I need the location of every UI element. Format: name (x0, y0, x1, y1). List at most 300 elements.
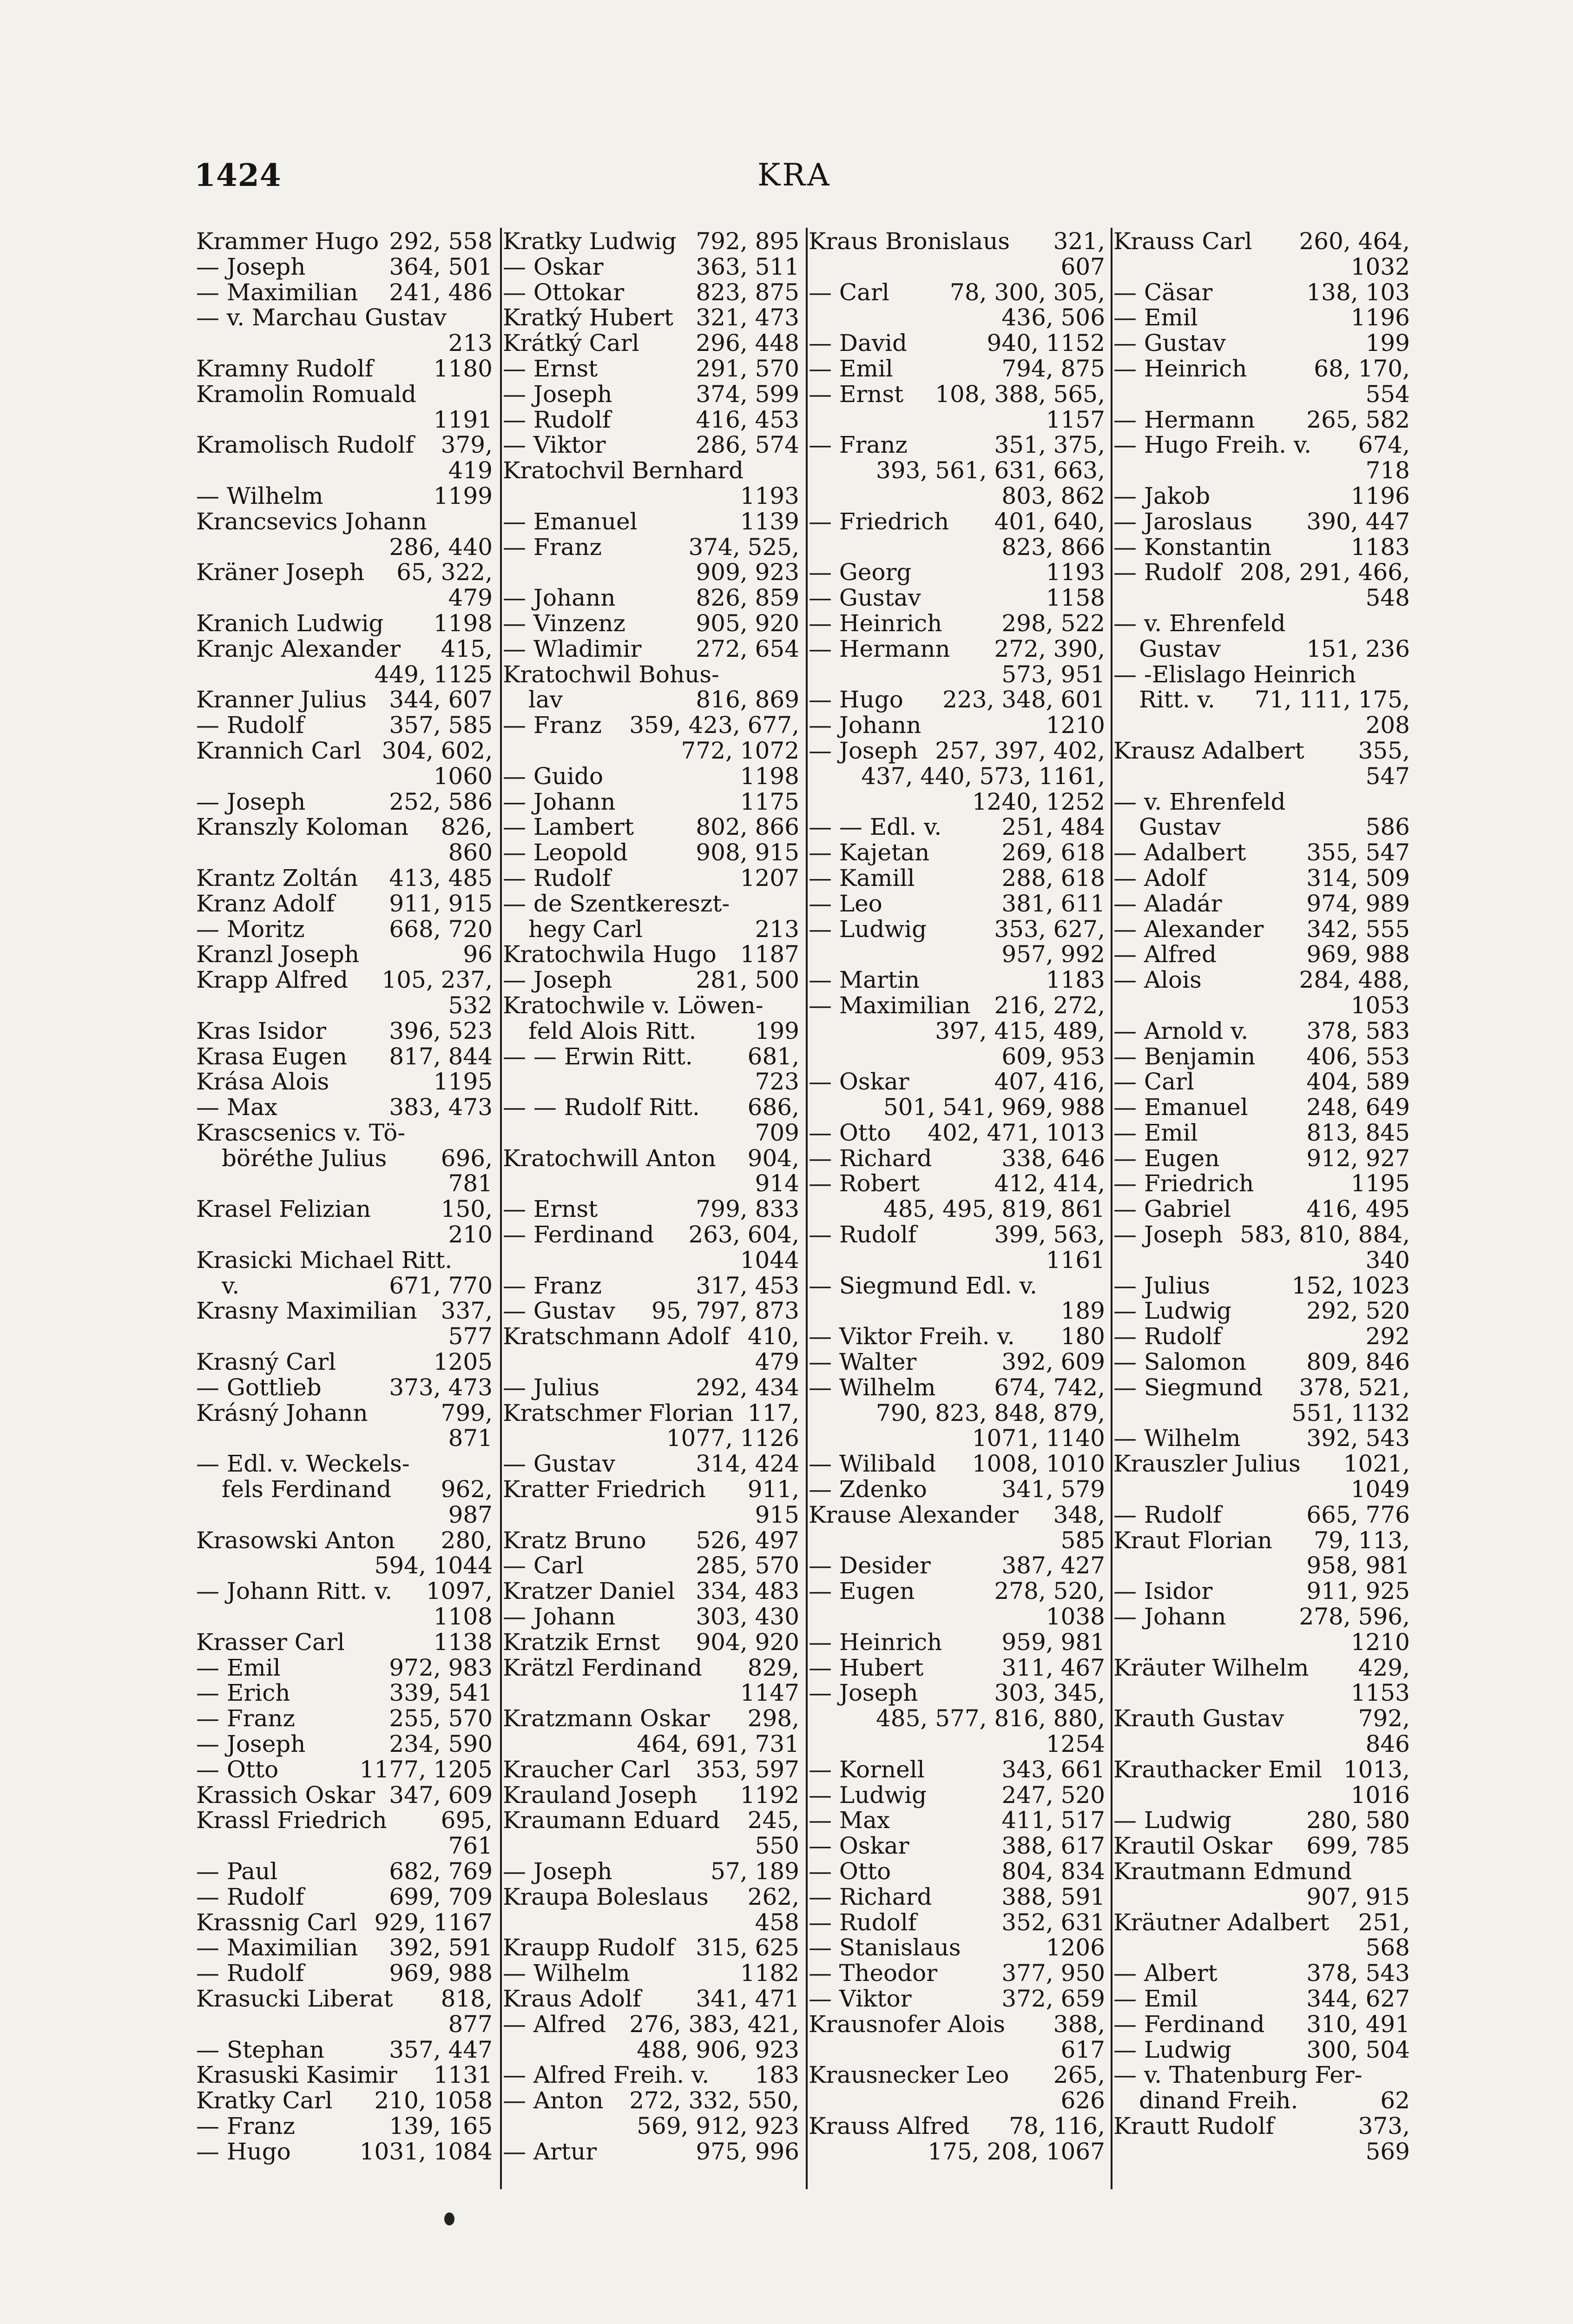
entry-page-refs: 551, 1132 (1291, 1399, 1410, 1426)
entry-name: — Ferdinand (503, 1221, 654, 1248)
index-entry (503, 330, 799, 356)
entry-page-refs: 1138 (433, 1628, 493, 1656)
entry-name: — Wilibald (809, 1450, 936, 1478)
entry-page-refs: 911, (747, 1476, 799, 1503)
entry-page-refs: 458 (755, 1908, 799, 1936)
entry-page-refs: 1108 (433, 1603, 493, 1631)
entry-page-refs: 781 (448, 1170, 493, 1197)
index-entry (1113, 1706, 1410, 1731)
index-entry (1113, 1961, 1410, 1986)
entry-page-refs: 585 (1060, 1526, 1105, 1554)
index-entry (503, 382, 799, 407)
index-entry (196, 382, 493, 407)
index-entry (1113, 1196, 1410, 1222)
entry-name: Kranner Julius (196, 686, 367, 713)
entry-page-refs: 317, 453 (696, 1272, 799, 1299)
entry-name: — Moritz (196, 915, 305, 943)
entry-name: Kratschmann Adolf (503, 1323, 730, 1350)
entry-page-refs: 406, 553 (1306, 1043, 1410, 1070)
entry-page-refs: 286, 574 (696, 431, 799, 459)
index-entry (196, 330, 493, 356)
index-entry (503, 407, 799, 433)
index-entry (196, 1706, 493, 1731)
entry-page-refs: 1077, 1126 (666, 1425, 799, 1452)
index-entry (503, 814, 799, 840)
entry-page-refs: 363, 511 (696, 253, 799, 280)
index-entry (503, 1655, 799, 1681)
entry-name: Kräutner Adalbert (1113, 1908, 1329, 1936)
index-column-3 (809, 229, 1105, 2165)
entry-page-refs: 208 (1365, 712, 1410, 739)
index-entry (1113, 967, 1410, 993)
entry-name: — Joseph (503, 966, 612, 994)
entry-page-refs: 823, 875 (696, 278, 799, 306)
entry-name: — Siegmund (1113, 1373, 1263, 1401)
entry-page-refs: 387, 427 (1001, 1552, 1105, 1579)
index-entry (503, 1375, 799, 1400)
entry-name: Krauss Alfred (809, 2112, 970, 2139)
entry-name: Krauszler Julius (1113, 1450, 1301, 1478)
entry-page-refs: 399, 563, (994, 1221, 1105, 1248)
entry-page-refs: 940, 1152 (987, 330, 1105, 357)
index-entry (503, 865, 799, 891)
entry-name: — Cäsar (1113, 278, 1213, 306)
entry-page-refs: 573, 951 (1001, 660, 1105, 688)
entry-name: Kräuter Wilhelm (1113, 1654, 1309, 1681)
entry-page-refs: 304, 602, (382, 737, 493, 764)
index-entry (809, 1349, 1105, 1375)
entry-page-refs: 413, 485 (389, 864, 493, 891)
entry-page-refs: 351, 375, (994, 431, 1105, 459)
entry-page-refs: 1158 (1046, 584, 1105, 612)
entry-page-refs: 292 (1365, 1323, 1410, 1350)
index-entry (196, 1400, 493, 1426)
entry-name: — Rudolf (1113, 1323, 1222, 1350)
index-entry (196, 1095, 493, 1120)
entry-page-refs: 388, (1053, 2010, 1105, 2038)
entry-name: — Franz (809, 431, 908, 459)
index-entry (196, 1731, 493, 1757)
index-entry (196, 1604, 493, 1630)
index-entry (196, 891, 493, 917)
index-entry (196, 2139, 493, 2165)
entry-page-refs: 276, 383, 421, (629, 2010, 799, 2038)
index-entry (196, 407, 493, 433)
index-entry (503, 1706, 799, 1731)
entry-page-refs: 1195 (1350, 1170, 1410, 1197)
entry-page-refs: 303, 430 (696, 1603, 799, 1631)
entry-name: — Otto (196, 1756, 279, 1783)
entry-page-refs: 1196 (1350, 482, 1410, 509)
index-entry (503, 1171, 799, 1196)
entry-page-refs: 210 (448, 1221, 493, 1248)
index-entry (196, 967, 493, 993)
entry-name: hegy Carl (528, 915, 643, 943)
entry-name: — Johann (503, 788, 616, 815)
index-entry (809, 967, 1105, 993)
entry-page-refs: 718 (1365, 457, 1410, 484)
entry-page-refs: 682, 769 (389, 1858, 493, 1885)
entry-page-refs: 1013, (1343, 1756, 1410, 1783)
index-entry (503, 2037, 799, 2063)
index-entry (503, 687, 799, 713)
entry-page-refs: 526, 497 (696, 1526, 799, 1554)
entry-page-refs: 957, 992 (1001, 941, 1105, 968)
entry-name: — Rudolf (503, 864, 611, 891)
entry-name: Krause Alexander (809, 1501, 1019, 1528)
entry-page-refs: 809, 846 (1306, 1348, 1410, 1376)
index-entry (196, 1680, 493, 1706)
index-entry (196, 2037, 493, 2063)
entry-page-refs: 665, 776 (1306, 1501, 1410, 1528)
index-entry (809, 738, 1105, 764)
entry-page-refs: 337, (441, 1297, 493, 1325)
entry-name: Krantz Zoltán (196, 864, 358, 891)
entry-page-refs: 291, 570 (696, 355, 799, 382)
index-entry (1113, 330, 1410, 356)
entry-page-refs: 57, 189 (711, 1858, 799, 1885)
entry-page-refs: 909, 923 (696, 559, 799, 586)
entry-page-refs: 355, 547 (1306, 839, 1410, 866)
index-entry (503, 1426, 799, 1451)
entry-page-refs: 199 (1365, 330, 1410, 357)
entry-page-refs: 1008, 1010 (972, 1450, 1105, 1478)
entry-name: — v. Ehrenfeld (1113, 788, 1286, 815)
entry-name: — Viktor Freih. v. (809, 1323, 1015, 1350)
entry-name: Kratzik Ernst (503, 1628, 660, 1656)
entry-page-refs: 1205 (433, 1348, 493, 1376)
entry-name: — Carl (809, 278, 889, 306)
entry-page-refs: 860 (448, 839, 493, 866)
index-entry (196, 1375, 493, 1400)
entry-name: Krammer Hugo (196, 228, 379, 255)
entry-name: Krautt Rudolf (1113, 2112, 1274, 2139)
index-entry (503, 1986, 799, 2012)
index-entry (1113, 1171, 1410, 1196)
index-entry (809, 1655, 1105, 1681)
index-entry (196, 560, 493, 585)
entry-page-refs: 674, 742, (994, 1373, 1105, 1401)
index-entry (1113, 1349, 1410, 1375)
entry-name: — Alfred Freih. v. (503, 2061, 710, 2089)
index-entry (1113, 1604, 1410, 1630)
entry-page-refs: 696, (441, 1144, 493, 1172)
index-entry (1113, 1044, 1410, 1070)
entry-page-refs: 1031, 1084 (359, 2138, 493, 2165)
entry-page-refs: 108, 388, 565, (935, 380, 1105, 408)
entry-page-refs: 208, 291, 466, (1240, 559, 1410, 586)
entry-name: Krapp Alfred (196, 966, 349, 994)
entry-name: — Konstantin (1113, 533, 1272, 561)
entry-name: — Artur (503, 2138, 597, 2165)
entry-page-refs: 338, 646 (1001, 1144, 1105, 1172)
index-entry (196, 1273, 493, 1299)
entry-page-refs: 1210 (1046, 712, 1105, 739)
index-entry (503, 1833, 799, 1859)
entry-name: — v. Ehrenfeld (1113, 609, 1286, 637)
index-entry (1113, 662, 1410, 687)
entry-name: — Emanuel (503, 508, 638, 535)
index-entry (809, 814, 1105, 840)
entry-name: — Maximilian (809, 991, 971, 1019)
index-entry (196, 865, 493, 891)
entry-name: — Walter (809, 1348, 917, 1376)
index-entry (1113, 1731, 1410, 1757)
entry-name: — Joseph (809, 737, 918, 764)
index-entry (809, 1375, 1105, 1400)
index-entry (196, 483, 493, 509)
index-entry (809, 636, 1105, 662)
entry-page-refs: 1182 (740, 1960, 799, 1987)
entry-page-refs: 761 (448, 1832, 493, 1860)
index-entry (196, 1757, 493, 1783)
entry-page-refs: 251, (1358, 1908, 1410, 1936)
entry-page-refs: 914 (755, 1170, 799, 1197)
entry-name: — de Szentkereszt- (503, 890, 730, 917)
entry-name: — Leopold (503, 839, 628, 866)
entry-name: — Ludwig (1113, 1297, 1232, 1325)
entry-page-refs: 437, 440, 573, 1161, (861, 762, 1105, 790)
entry-name: Krasucki Liberat (196, 1985, 393, 2012)
entry-name: — Oskar (809, 1068, 909, 1096)
index-entry (1113, 458, 1410, 483)
index-entry (1113, 840, 1410, 865)
entry-page-refs: 1196 (1350, 304, 1410, 331)
index-entry (809, 1731, 1105, 1757)
entry-page-refs: 817, 844 (389, 1043, 493, 1070)
index-entry (809, 356, 1105, 382)
index-entry (196, 1553, 493, 1578)
entry-page-refs: 709 (755, 1119, 799, 1146)
index-entry (503, 1680, 799, 1706)
entry-page-refs: 152, 1023 (1291, 1272, 1410, 1299)
entry-name: — Emil (809, 355, 893, 382)
entry-name: — Desider (809, 1552, 931, 1579)
entry-page-refs: 813, 845 (1306, 1119, 1410, 1146)
entry-name: — Hubert (809, 1654, 924, 1681)
index-entry (809, 2037, 1105, 2063)
entry-name: — Eugen (809, 1578, 915, 1605)
entry-name: Kramolin Romuald (196, 380, 416, 408)
entry-name: — Johann (503, 1603, 616, 1631)
index-entry (503, 917, 799, 942)
index-entry (503, 1757, 799, 1783)
entry-page-refs: 1193 (740, 482, 799, 509)
entry-name: lav (528, 686, 563, 713)
entry-page-refs: 1175 (740, 788, 799, 815)
running-head: KRA (757, 157, 831, 193)
entry-page-refs: 905, 920 (696, 609, 799, 637)
entry-name: — Ernst (503, 1195, 598, 1223)
entry-page-refs: 1147 (740, 1679, 799, 1707)
entry-page-refs: 554 (1365, 380, 1410, 408)
index-entry (809, 764, 1105, 789)
index-entry (503, 1553, 799, 1578)
entry-name: — Johann (503, 584, 616, 612)
entry-name: — Ludwig (1113, 2036, 1232, 2063)
entry-name: — Ottokar (503, 278, 625, 306)
index-entry (196, 1655, 493, 1681)
entry-page-refs: 569 (1365, 2138, 1410, 2165)
index-entry (196, 942, 493, 967)
entry-name: — Lambert (503, 813, 634, 841)
entry-name: — Ludwig (809, 915, 927, 943)
entry-name: — Rudolf (196, 1883, 304, 1910)
entry-page-refs: 216, 272, (994, 991, 1105, 1019)
entry-page-refs: 78, 300, 305, (950, 278, 1105, 306)
entry-page-refs: 908, 915 (696, 839, 799, 866)
index-entry (196, 2062, 493, 2088)
entry-name: — Gustav (503, 1297, 615, 1325)
entry-name: — Wilhelm (503, 1960, 630, 1987)
entry-page-refs: 975, 996 (696, 2138, 799, 2165)
entry-page-refs: 288, 618 (1001, 864, 1105, 891)
entry-page-refs: 278, 520, (994, 1578, 1105, 1605)
entry-page-refs: 1207 (740, 864, 799, 891)
index-entry (196, 535, 493, 560)
entry-page-refs: 378, 521, (1299, 1373, 1410, 1401)
entry-name: — Heinrich (809, 609, 942, 637)
index-entry (809, 1680, 1105, 1706)
index-entry (503, 560, 799, 585)
entry-page-refs: 314, 509 (1306, 864, 1410, 891)
entry-name: — Rudolf (503, 406, 611, 433)
entry-name: — Alfred (503, 2010, 606, 2038)
entry-page-refs: 594, 1044 (374, 1552, 493, 1579)
index-entry (196, 2088, 493, 2113)
entry-page-refs: 340 (1365, 1246, 1410, 1274)
entry-name: — Isidor (1113, 1578, 1213, 1605)
index-entry (809, 1477, 1105, 1502)
entry-page-refs: 1097, (426, 1578, 493, 1605)
index-entry (503, 1095, 799, 1120)
entry-page-refs: 286, 440 (389, 533, 493, 561)
entry-page-refs: 65, 322, (396, 559, 493, 586)
index-entry (809, 585, 1105, 611)
entry-page-refs: 285, 570 (696, 1552, 799, 1579)
entry-name: — Hugo (196, 2138, 291, 2165)
entry-name: Krátký Carl (503, 330, 639, 357)
column-divider (1111, 228, 1112, 2189)
entry-name: — Rudolf (196, 1960, 304, 1987)
index-entry (196, 432, 493, 458)
entry-name: — Eugen (1113, 1144, 1220, 1172)
entry-name: Kratzer Daniel (503, 1578, 675, 1605)
entry-page-refs: 479 (755, 1348, 799, 1376)
entry-name: — Gustav (1113, 330, 1226, 357)
index-entry (503, 280, 799, 305)
index-entry (809, 1146, 1105, 1171)
entry-page-refs: 419 (448, 457, 493, 484)
entry-page-refs: 364, 501 (389, 253, 493, 280)
index-entry (1113, 1120, 1410, 1146)
index-entry (809, 1196, 1105, 1222)
index-entry (503, 611, 799, 636)
entry-page-refs: 252, 586 (389, 788, 493, 815)
index-entry (809, 1604, 1105, 1630)
entry-page-refs: 699, 785 (1306, 1832, 1410, 1860)
entry-name: Kranjc Alexander (196, 635, 401, 662)
entry-page-refs: 265, 582 (1306, 406, 1410, 433)
entry-page-refs: 772, 1072 (681, 737, 799, 764)
index-entry (809, 1833, 1105, 1859)
entry-name: Kratochwila Hugo (503, 941, 717, 968)
print-speck (444, 2212, 454, 2225)
index-entry (809, 1808, 1105, 1833)
index-entry (809, 483, 1105, 509)
index-entry (503, 942, 799, 967)
index-entry (1113, 1935, 1410, 1961)
entry-page-refs: 390, 447 (1306, 508, 1410, 535)
entry-page-refs: 355, (1358, 737, 1410, 764)
entry-page-refs: 315, 625 (696, 1934, 799, 1961)
index-entry (1113, 1986, 1410, 2012)
index-entry (196, 1248, 493, 1273)
index-entry (196, 840, 493, 865)
index-entry (503, 1120, 799, 1146)
index-entry (503, 1859, 799, 1884)
entry-page-refs: 378, 583 (1306, 1017, 1410, 1044)
index-entry (1113, 560, 1410, 585)
index-entry (809, 1400, 1105, 1426)
entry-page-refs: 1153 (1350, 1679, 1410, 1707)
entry-page-refs: 377, 950 (1001, 1960, 1105, 1987)
entry-page-refs: 1044 (740, 1246, 799, 1274)
entry-page-refs: 1210 (1350, 1628, 1410, 1656)
index-entry (809, 1502, 1105, 1528)
index-entry (809, 229, 1105, 254)
index-entry (196, 229, 493, 254)
index-entry (809, 891, 1105, 917)
index-entry (1113, 611, 1410, 636)
entry-page-refs: 321, 473 (696, 304, 799, 331)
entry-name: — Oskar (503, 253, 604, 280)
index-column-4 (1113, 229, 1410, 2165)
index-entry (809, 2062, 1105, 2088)
index-entry (196, 2113, 493, 2139)
entry-page-refs: 280, (441, 1526, 493, 1554)
index-entry (196, 636, 493, 662)
entry-name: — Carl (503, 1552, 584, 1579)
entry-page-refs: 686, (747, 1094, 799, 1121)
entry-name: — Joseph (196, 1730, 306, 1758)
entry-name: böréthe Julius (222, 1144, 387, 1172)
entry-page-refs: 674, (1358, 431, 1410, 459)
index-entry (503, 713, 799, 738)
index-entry (809, 1222, 1105, 1248)
index-entry (809, 1451, 1105, 1477)
index-entry (809, 535, 1105, 560)
entry-name: Krásný Johann (196, 1399, 368, 1426)
entry-name: — Benjamin (1113, 1043, 1256, 1070)
entry-page-refs: 344, 607 (389, 686, 493, 713)
entry-name: — Salomon (1113, 1348, 1246, 1376)
index-entry (196, 1120, 493, 1146)
entry-name: Krautmann Edmund (1113, 1858, 1352, 1885)
index-entry (503, 1298, 799, 1324)
entry-name: — Joseph (1113, 1221, 1223, 1248)
entry-page-refs: 241, 486 (389, 278, 493, 306)
index-entry (1113, 1146, 1410, 1171)
entry-name: — Emil (1113, 1119, 1198, 1146)
entry-page-refs: 117, (747, 1399, 799, 1426)
entry-page-refs: 1038 (1046, 1603, 1105, 1631)
entry-page-refs: 799, (441, 1399, 493, 1426)
entry-name: — Adolf (1113, 864, 1206, 891)
entry-name: — Friedrich (1113, 1170, 1254, 1197)
entry-page-refs: 699, 709 (389, 1883, 493, 1910)
entry-page-refs: 234, 590 (389, 1730, 493, 1758)
